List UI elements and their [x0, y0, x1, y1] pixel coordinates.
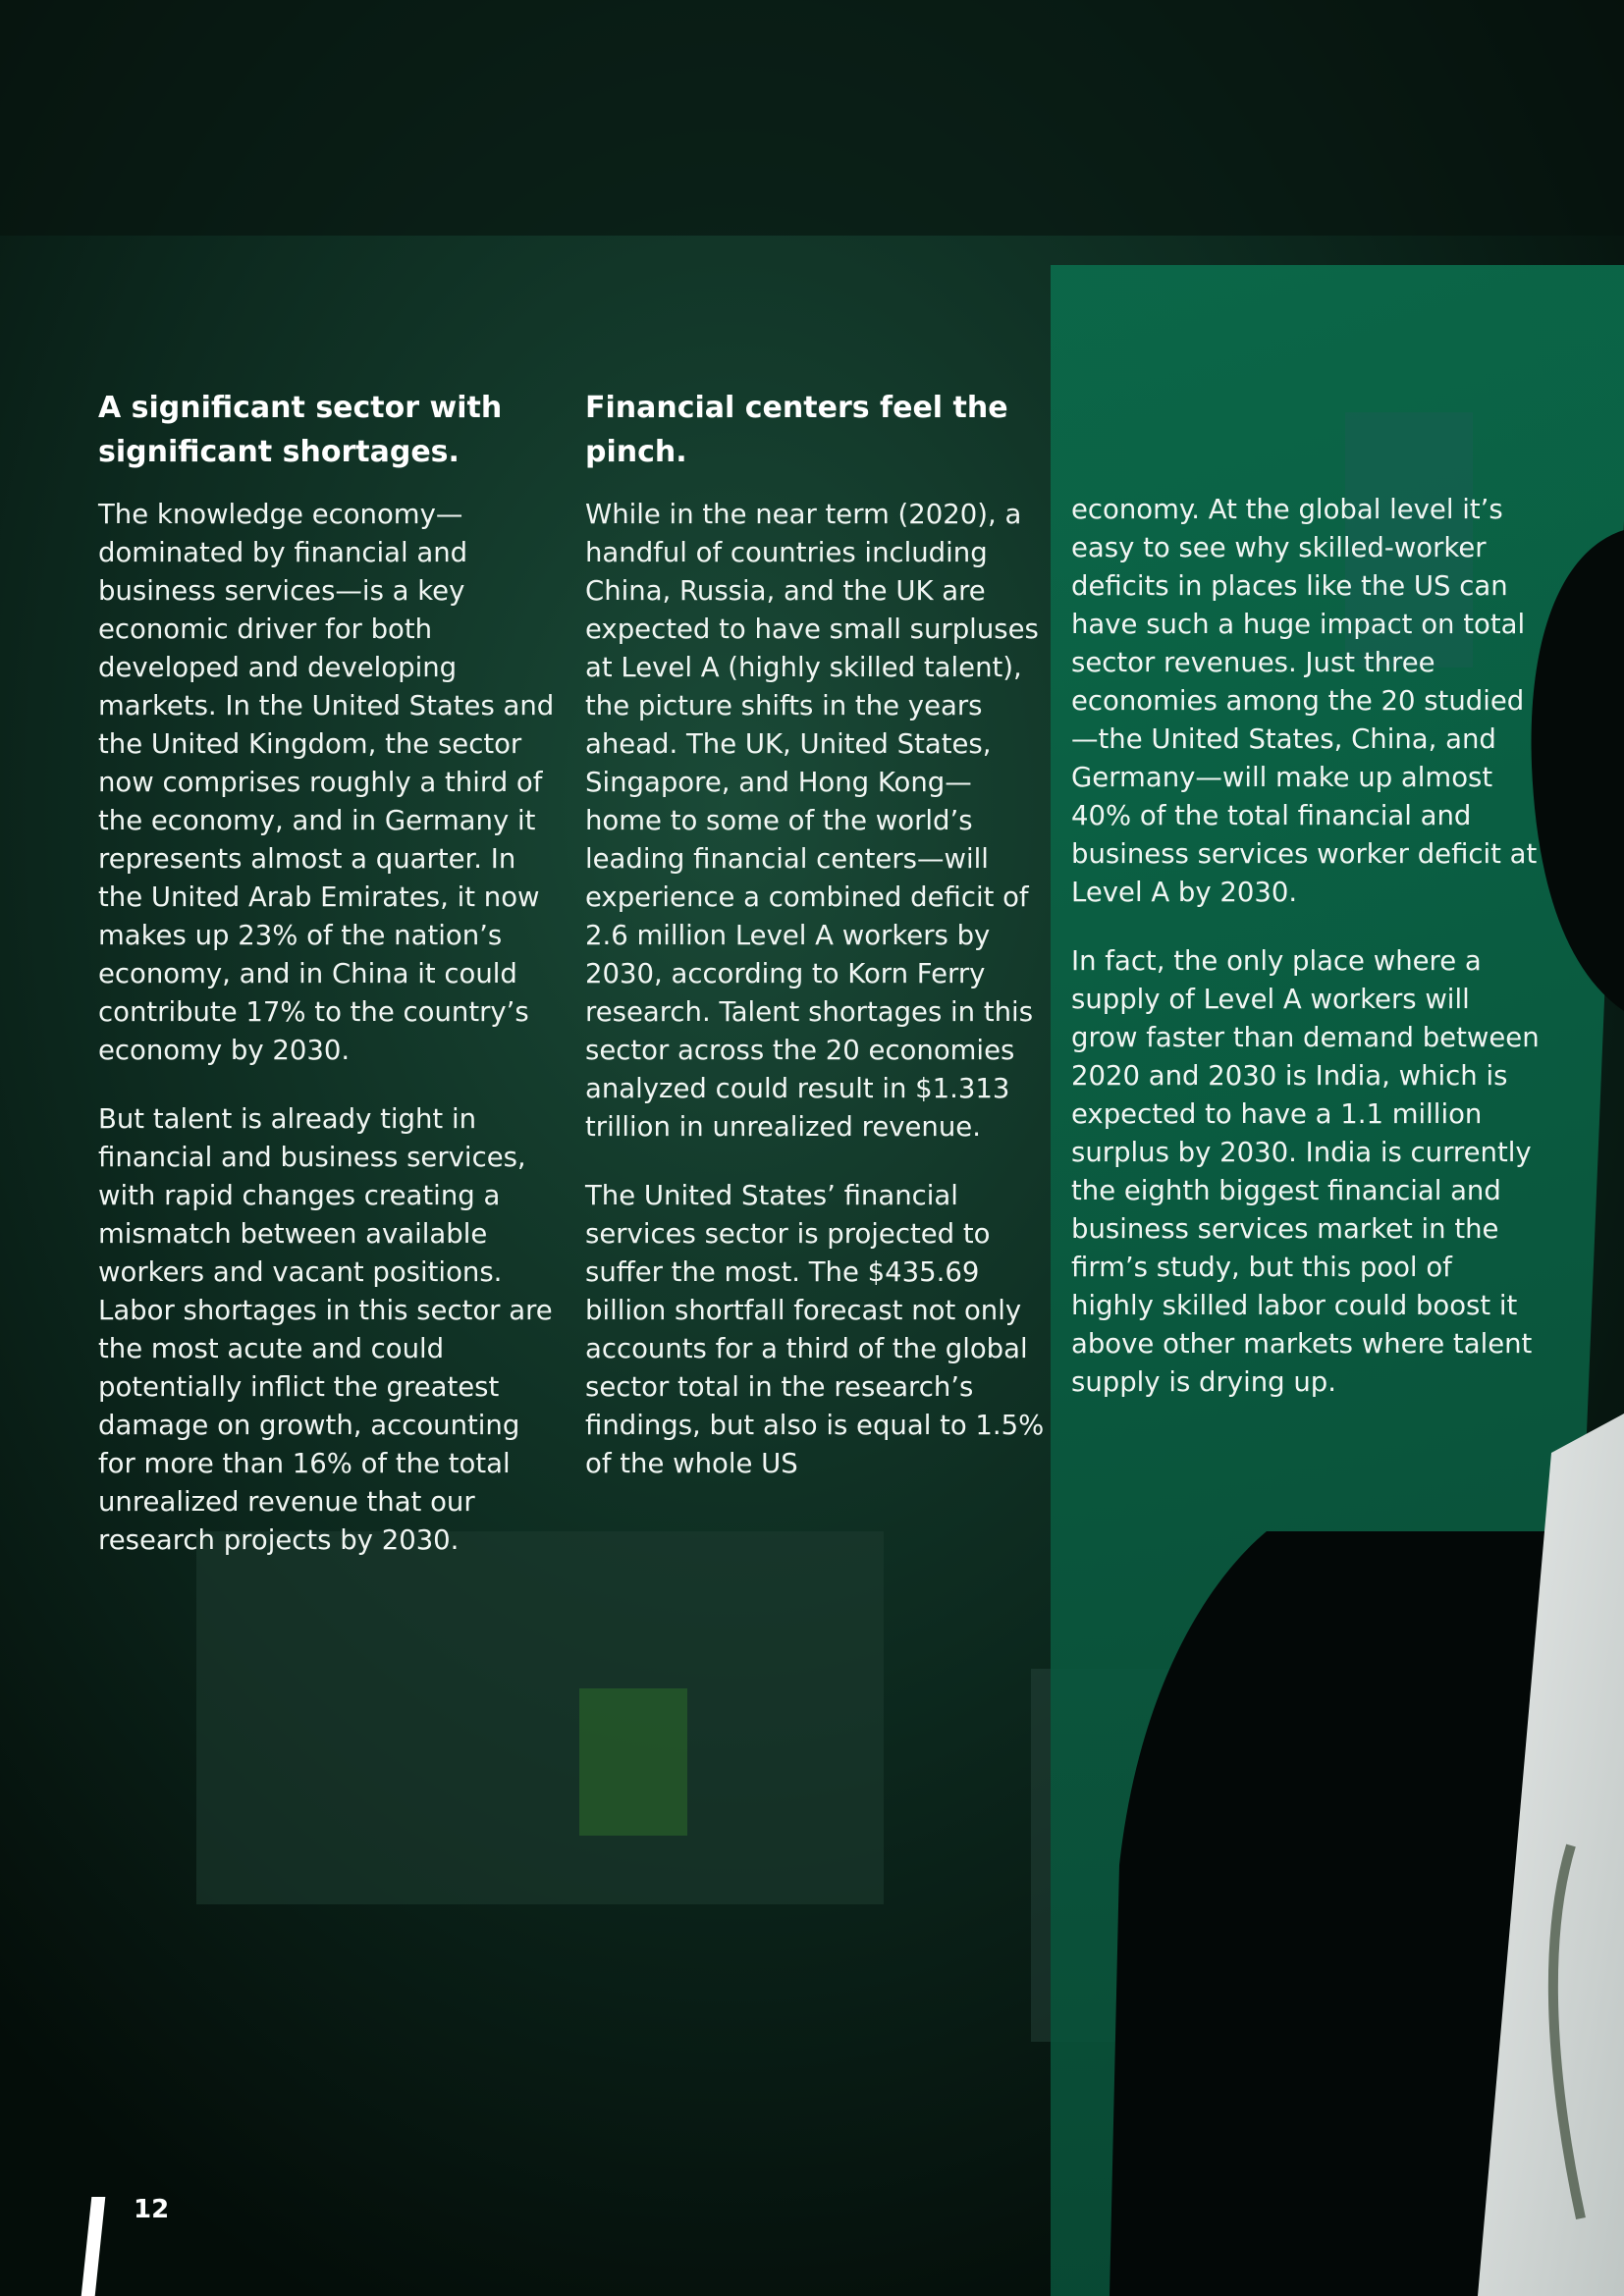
body-paragraph: economy. At the global level it’s easy to see why skilled-worker deficits in places like the US can have such a huge impact on total sector revenues. Just three economies among the 20 studied—the United States, China, and Germany—will make up almost 40% of the total financial and business services worker deficit at Level A by 2030. [1071, 494, 1538, 908]
section-heading: A significant sector with significant shortages. [98, 391, 503, 469]
body-paragraph: While in the near term (2020), a handful of countries including China, Russia, and the UK are expected to have small surpluses at Level A (highly skilled talent), the picture shifts in the years ahead. The UK, United States, Singapore, and Hong Kong—home to some of the world’s leading financial centers—will experience a combined deficit of 2.6 million Level A workers by 2030, according to Korn Ferry research. Talent shortages in this sector across the 20 economies analyzed could result in $1.313 trillion in unrealized revenue. [585, 499, 1039, 1143]
section-heading: Financial centers feel the pinch. [585, 391, 1008, 469]
body-paragraph: The United States’ financial services sector is projected to suffer the most. The $435.69 billion shortfall forecast not only accounts for a third of the global sector total in the research’s findings, but also is equal to 1.5% of the whole US [585, 1180, 1045, 1479]
body-paragraph: But talent is already tight in financial and business services, with rapid changes creating a mismatch between available workers and vacant positions. Labor shortages in this sector are the most acute and could potentially inflict the greatest damage on growth, accounting for more than 16% of the total unrealized revenue that our research projects by 2030. [98, 1103, 553, 1556]
body-paragraph: The knowledge economy—dominated by financial and business services—is a key economic driver for both developed and developing markets. In the United States and the United Kingdom, the sector now comprises roughly a third of the economy, and in Germany it represents almost a quarter. In the United Arab Emirates, it now makes up 23% of the nation’s economy, and in China it could contribute 17% to the country’s economy by 2030. [98, 499, 555, 1066]
column-left [98, 386, 560, 1590]
column-middle [585, 386, 1047, 1514]
page-number: 12 [134, 2195, 170, 2224]
column-right [1071, 491, 1543, 1432]
folio-slash-mark [81, 2197, 106, 2296]
body-paragraph: In fact, the only place where a supply of Level A workers will grow faster than demand between 2020 and 2030 is India, which is expected to have a 1.1 million surplus by 2030. India is currently the eighth biggest financial and business services market in the firm’s study, but this pool of highly skilled labor could boost it above other markets where talent supply is drying up. [1071, 945, 1540, 1398]
